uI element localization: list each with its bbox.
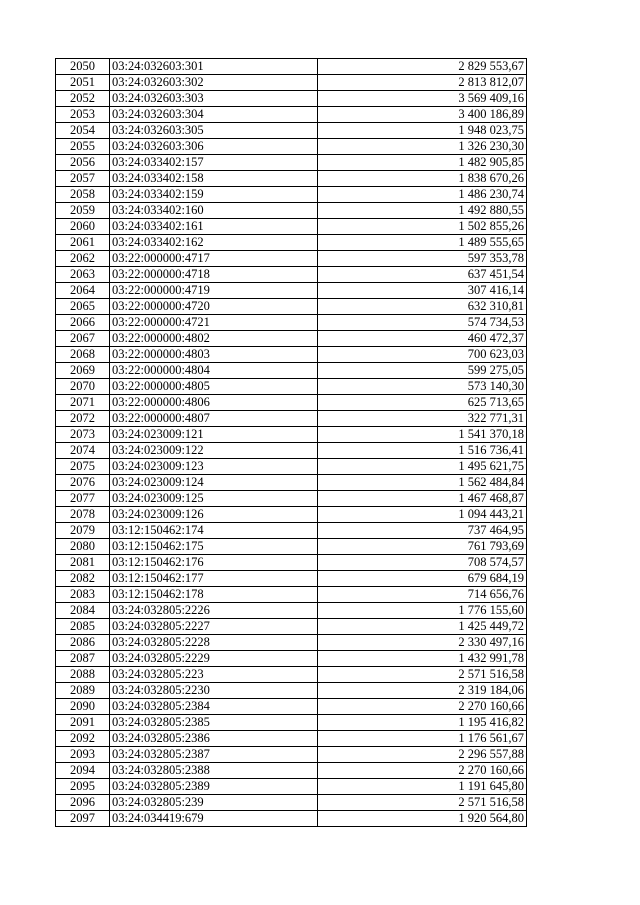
cadastral-value: 1 326 230,30 — [318, 139, 527, 155]
cadastral-number: 03:22:000000:4806 — [110, 395, 318, 411]
row-number: 2067 — [56, 331, 110, 347]
cadastral-number: 03:24:032603:304 — [110, 107, 318, 123]
cadastral-number: 03:22:000000:4807 — [110, 411, 318, 427]
table-row — [56, 139, 527, 155]
cadastral-number: 03:24:033402:161 — [110, 219, 318, 235]
table-row — [56, 107, 527, 123]
table-row — [56, 603, 527, 619]
cadastral-number: 03:24:032805:2228 — [110, 635, 318, 651]
table-row — [56, 123, 527, 139]
cadastral-value: 597 353,78 — [318, 251, 527, 267]
cadastral-number: 03:22:000000:4720 — [110, 299, 318, 315]
table-row — [56, 555, 527, 571]
table-row — [56, 59, 527, 75]
row-number: 2091 — [56, 715, 110, 731]
cadastral-value: 1 467 468,87 — [318, 491, 527, 507]
cadastral-value: 2 270 160,66 — [318, 763, 527, 779]
table-row — [56, 731, 527, 747]
cadastral-value: 761 793,69 — [318, 539, 527, 555]
cadastral-value: 1 191 645,80 — [318, 779, 527, 795]
cadastral-number: 03:24:032805:239 — [110, 795, 318, 811]
table-body — [56, 59, 527, 827]
cadastral-value: 679 684,19 — [318, 571, 527, 587]
row-number: 2095 — [56, 779, 110, 795]
table-row — [56, 491, 527, 507]
table-row — [56, 779, 527, 795]
cadastral-number: 03:22:000000:4719 — [110, 283, 318, 299]
cadastral-number: 03:24:032805:223 — [110, 667, 318, 683]
cadastral-value: 2 319 184,06 — [318, 683, 527, 699]
cadastral-number: 03:12:150462:178 — [110, 587, 318, 603]
cadastral-value: 1 195 416,82 — [318, 715, 527, 731]
row-number: 2065 — [56, 299, 110, 315]
cadastral-value: 1 489 555,65 — [318, 235, 527, 251]
table-row — [56, 75, 527, 91]
cadastral-value: 1 838 670,26 — [318, 171, 527, 187]
cadastral-number: 03:24:032603:303 — [110, 91, 318, 107]
cadastral-value: 1 176 561,67 — [318, 731, 527, 747]
row-number: 2092 — [56, 731, 110, 747]
table-row — [56, 219, 527, 235]
cadastral-number: 03:24:032805:2385 — [110, 715, 318, 731]
row-number: 2086 — [56, 635, 110, 651]
cadastral-value: 2 813 812,07 — [318, 75, 527, 91]
cadastral-value: 1 502 855,26 — [318, 219, 527, 235]
row-number: 2090 — [56, 699, 110, 715]
cadastral-number: 03:24:033402:162 — [110, 235, 318, 251]
row-number: 2052 — [56, 91, 110, 107]
row-number: 2089 — [56, 683, 110, 699]
cadastral-number: 03:24:023009:125 — [110, 491, 318, 507]
cadastral-number: 03:24:032805:2387 — [110, 747, 318, 763]
table-row — [56, 411, 527, 427]
cadastral-number: 03:12:150462:176 — [110, 555, 318, 571]
cadastral-value: 2 571 516,58 — [318, 795, 527, 811]
row-number: 2093 — [56, 747, 110, 763]
cadastral-value: 1 776 155,60 — [318, 603, 527, 619]
row-number: 2096 — [56, 795, 110, 811]
row-number: 2094 — [56, 763, 110, 779]
cadastral-value: 632 310,81 — [318, 299, 527, 315]
table-row — [56, 91, 527, 107]
cadastral-number: 03:24:023009:124 — [110, 475, 318, 491]
cadastral-number: 03:22:000000:4803 — [110, 347, 318, 363]
cadastral-value: 2 270 160,66 — [318, 699, 527, 715]
cadastral-number: 03:24:023009:126 — [110, 507, 318, 523]
table-row — [56, 203, 527, 219]
cadastral-value: 1 920 564,80 — [318, 811, 527, 827]
cadastral-number: 03:12:150462:174 — [110, 523, 318, 539]
cadastral-number: 03:24:032805:2230 — [110, 683, 318, 699]
row-number: 2064 — [56, 283, 110, 299]
cadastral-value: 1 948 023,75 — [318, 123, 527, 139]
row-number: 2077 — [56, 491, 110, 507]
table-row — [56, 539, 527, 555]
table-row — [56, 651, 527, 667]
row-number: 2085 — [56, 619, 110, 635]
cadastral-number: 03:24:032805:2227 — [110, 619, 318, 635]
cadastral-number: 03:24:032805:2386 — [110, 731, 318, 747]
table-row — [56, 283, 527, 299]
row-number: 2056 — [56, 155, 110, 171]
cadastral-number: 03:22:000000:4805 — [110, 379, 318, 395]
row-number: 2083 — [56, 587, 110, 603]
cadastral-number: 03:24:032805:2389 — [110, 779, 318, 795]
table-row — [56, 667, 527, 683]
cadastral-value: 1 432 991,78 — [318, 651, 527, 667]
table-row — [56, 235, 527, 251]
cadastral-number: 03:12:150462:177 — [110, 571, 318, 587]
cadastral-value: 714 656,76 — [318, 587, 527, 603]
cadastral-number: 03:24:033402:158 — [110, 171, 318, 187]
row-number: 2053 — [56, 107, 110, 123]
cadastral-value: 1 486 230,74 — [318, 187, 527, 203]
table-row — [56, 331, 527, 347]
cadastral-number: 03:24:033402:159 — [110, 187, 318, 203]
cadastral-number: 03:24:032805:2226 — [110, 603, 318, 619]
row-number: 2078 — [56, 507, 110, 523]
row-number: 2082 — [56, 571, 110, 587]
row-number: 2075 — [56, 459, 110, 475]
row-number: 2081 — [56, 555, 110, 571]
cadastral-value: 1 495 621,75 — [318, 459, 527, 475]
row-number: 2060 — [56, 219, 110, 235]
cadastral-value: 574 734,53 — [318, 315, 527, 331]
cadastral-value: 2 296 557,88 — [318, 747, 527, 763]
table-row — [56, 155, 527, 171]
table-row — [56, 363, 527, 379]
row-number: 2061 — [56, 235, 110, 251]
row-number: 2058 — [56, 187, 110, 203]
cadastral-number: 03:12:150462:175 — [110, 539, 318, 555]
table-row — [56, 683, 527, 699]
row-number: 2088 — [56, 667, 110, 683]
cadastral-value: 737 464,95 — [318, 523, 527, 539]
row-number: 2087 — [56, 651, 110, 667]
row-number: 2059 — [56, 203, 110, 219]
cadastral-value: 599 275,05 — [318, 363, 527, 379]
cadastral-value-table — [55, 58, 527, 827]
row-number: 2070 — [56, 379, 110, 395]
table-row — [56, 507, 527, 523]
row-number: 2080 — [56, 539, 110, 555]
cadastral-number: 03:24:032805:2384 — [110, 699, 318, 715]
cadastral-value: 1 516 736,41 — [318, 443, 527, 459]
cadastral-number: 03:24:032603:302 — [110, 75, 318, 91]
cadastral-value: 700 623,03 — [318, 347, 527, 363]
cadastral-value: 2 829 553,67 — [318, 59, 527, 75]
cadastral-value: 307 416,14 — [318, 283, 527, 299]
row-number: 2055 — [56, 139, 110, 155]
cadastral-number: 03:24:032603:305 — [110, 123, 318, 139]
cadastral-value: 1 094 443,21 — [318, 507, 527, 523]
table-row — [56, 187, 527, 203]
cadastral-value: 2 571 516,58 — [318, 667, 527, 683]
table-row — [56, 763, 527, 779]
table-row — [56, 267, 527, 283]
cadastral-value: 322 771,31 — [318, 411, 527, 427]
table-row — [56, 571, 527, 587]
row-number: 2074 — [56, 443, 110, 459]
table-row — [56, 699, 527, 715]
table-row — [56, 347, 527, 363]
cadastral-number: 03:24:032805:2388 — [110, 763, 318, 779]
cadastral-value: 3 569 409,16 — [318, 91, 527, 107]
row-number: 2097 — [56, 811, 110, 827]
table-row — [56, 395, 527, 411]
cadastral-value: 1 492 880,55 — [318, 203, 527, 219]
cadastral-number: 03:24:032603:301 — [110, 59, 318, 75]
table-row — [56, 523, 527, 539]
cadastral-number: 03:24:032603:306 — [110, 139, 318, 155]
cadastral-value: 460 472,37 — [318, 331, 527, 347]
row-number: 2068 — [56, 347, 110, 363]
cadastral-value: 625 713,65 — [318, 395, 527, 411]
table-row — [56, 443, 527, 459]
row-number: 2063 — [56, 267, 110, 283]
row-number: 2069 — [56, 363, 110, 379]
cadastral-number: 03:24:033402:160 — [110, 203, 318, 219]
cadastral-value: 1 541 370,18 — [318, 427, 527, 443]
row-number: 2079 — [56, 523, 110, 539]
cadastral-value: 1 425 449,72 — [318, 619, 527, 635]
table-row — [56, 427, 527, 443]
cadastral-value: 2 330 497,16 — [318, 635, 527, 651]
table-row — [56, 619, 527, 635]
cadastral-value: 573 140,30 — [318, 379, 527, 395]
row-number: 2062 — [56, 251, 110, 267]
cadastral-number: 03:24:023009:123 — [110, 459, 318, 475]
table-row — [56, 747, 527, 763]
cadastral-value: 1 562 484,84 — [318, 475, 527, 491]
row-number: 2072 — [56, 411, 110, 427]
table-row — [56, 795, 527, 811]
row-number: 2054 — [56, 123, 110, 139]
cadastral-number: 03:22:000000:4721 — [110, 315, 318, 331]
row-number: 2050 — [56, 59, 110, 75]
cadastral-value: 3 400 186,89 — [318, 107, 527, 123]
table-row — [56, 299, 527, 315]
cadastral-number: 03:24:034419:679 — [110, 811, 318, 827]
cadastral-value: 1 482 905,85 — [318, 155, 527, 171]
table-row — [56, 251, 527, 267]
cadastral-number: 03:24:032805:2229 — [110, 651, 318, 667]
row-number: 2076 — [56, 475, 110, 491]
row-number: 2066 — [56, 315, 110, 331]
cadastral-value: 708 574,57 — [318, 555, 527, 571]
cadastral-number: 03:24:023009:122 — [110, 443, 318, 459]
table-row — [56, 715, 527, 731]
cadastral-number: 03:22:000000:4718 — [110, 267, 318, 283]
cadastral-value: 637 451,54 — [318, 267, 527, 283]
row-number: 2071 — [56, 395, 110, 411]
table-row — [56, 475, 527, 491]
table-row — [56, 635, 527, 651]
cadastral-number: 03:24:033402:157 — [110, 155, 318, 171]
row-number: 2073 — [56, 427, 110, 443]
cadastral-number: 03:22:000000:4717 — [110, 251, 318, 267]
cadastral-number: 03:22:000000:4804 — [110, 363, 318, 379]
table-row — [56, 379, 527, 395]
row-number: 2051 — [56, 75, 110, 91]
table-row — [56, 315, 527, 331]
cadastral-number: 03:24:023009:121 — [110, 427, 318, 443]
row-number: 2057 — [56, 171, 110, 187]
table-row — [56, 171, 527, 187]
row-number: 2084 — [56, 603, 110, 619]
table-row — [56, 811, 527, 827]
cadastral-number: 03:22:000000:4802 — [110, 331, 318, 347]
table-row — [56, 459, 527, 475]
table-row — [56, 587, 527, 603]
